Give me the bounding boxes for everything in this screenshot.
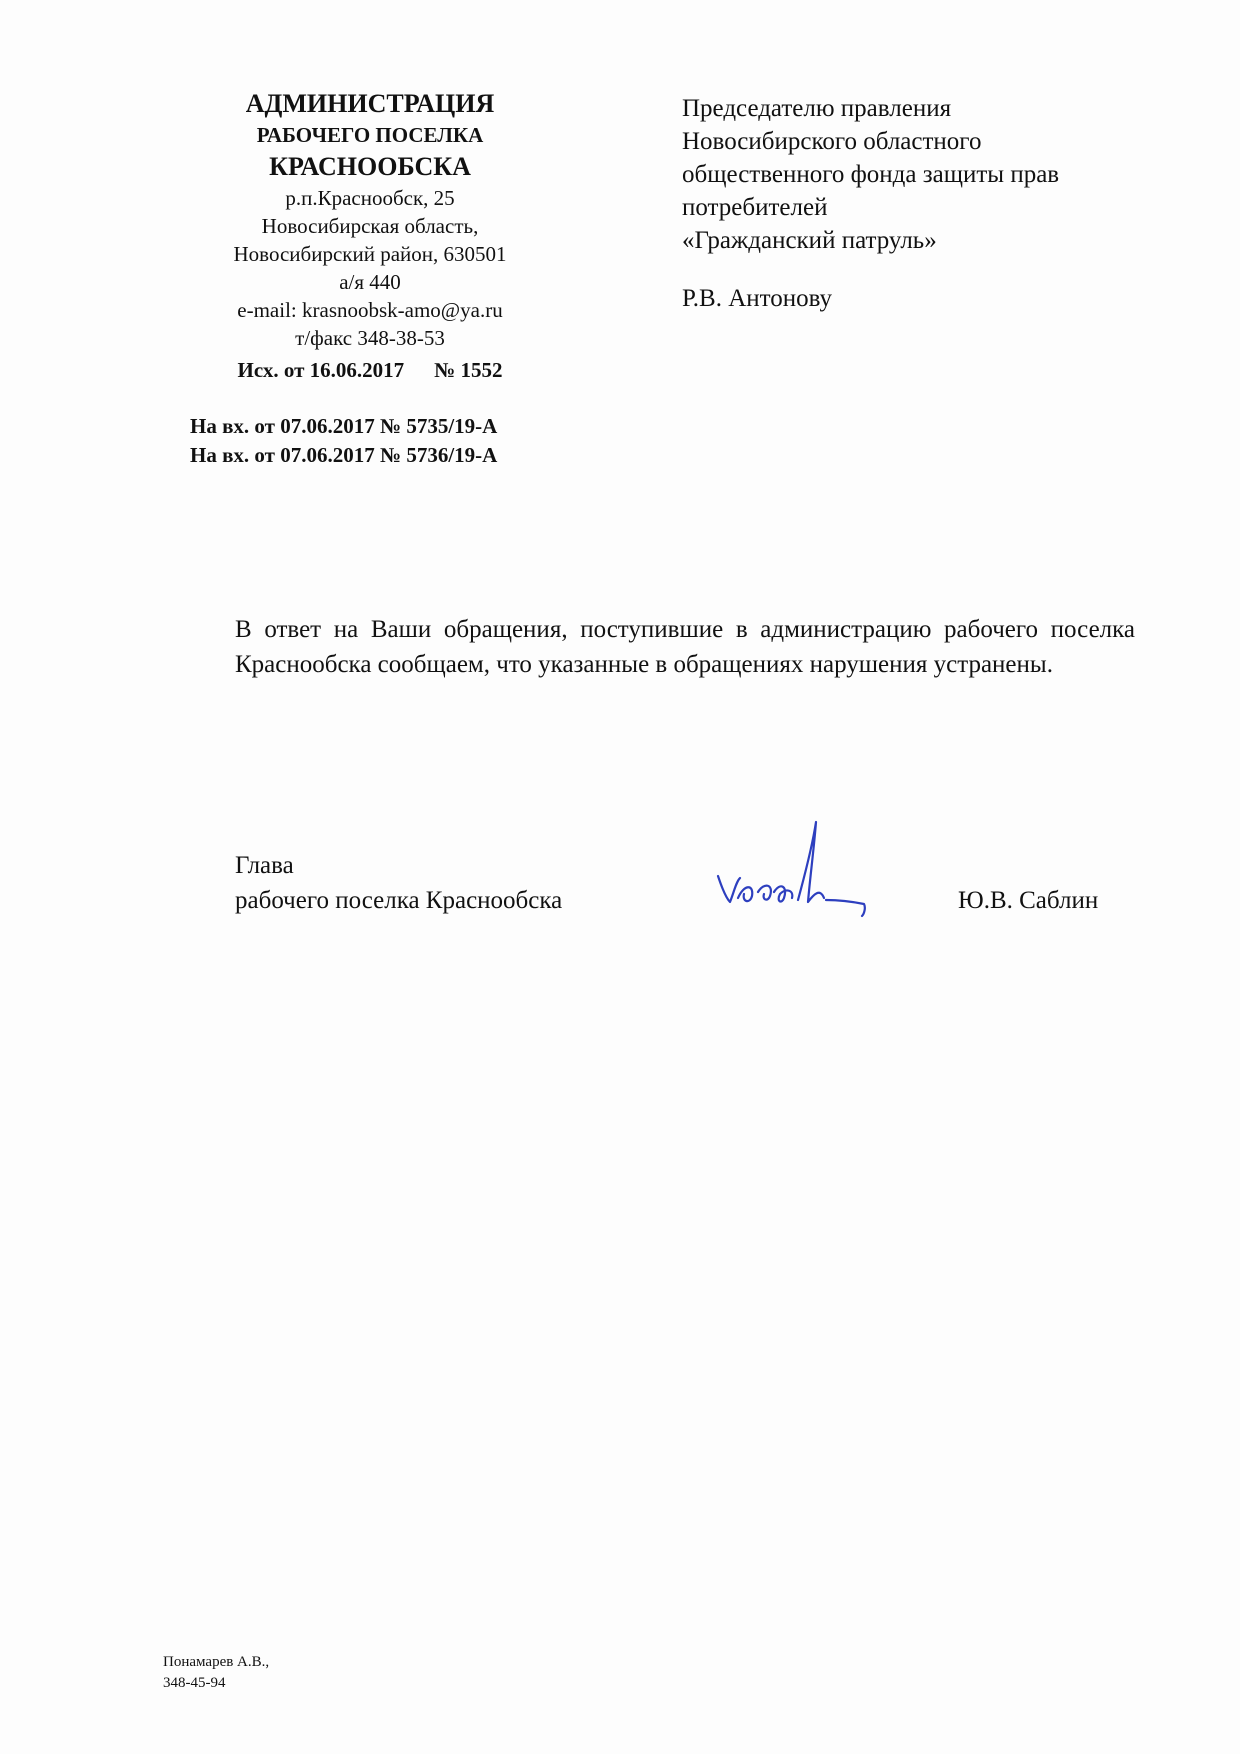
sender-org-line1: АДМИНИСТРАЦИЯ xyxy=(245,89,495,118)
signatory-title-line2: рабочего поселка Краснообска xyxy=(235,887,563,914)
signatory-name: Ю.В. Саблин xyxy=(958,887,1099,914)
recipient-line: общественного фонда защиты прав xyxy=(682,161,1060,188)
handwritten-signature xyxy=(714,818,874,918)
executor-block xyxy=(163,1652,363,1694)
body-paragraph xyxy=(235,612,1135,682)
executor-name: Понамарев А.В., xyxy=(163,1654,270,1670)
sender-email: e-mail: krasnoobsk-amo@ya.ru xyxy=(237,298,503,322)
sender-org-line3: КРАСНООБСКА xyxy=(269,152,471,181)
incoming-reference: На вх. от 07.06.2017 № 5736/19-А xyxy=(190,443,498,467)
sender-address1: р.п.Краснообск, 25 xyxy=(285,186,455,210)
signatory-title xyxy=(235,848,655,918)
signature-stroke xyxy=(718,822,865,916)
recipient-line: потребителей xyxy=(682,194,828,221)
signatory-title-line1: Глава xyxy=(235,852,294,879)
sender-phone: т/факс 348-38-53 xyxy=(295,326,445,350)
letter-body xyxy=(235,612,1135,682)
outgoing-number: № 1552 xyxy=(434,358,503,382)
sender-block xyxy=(170,88,570,386)
sender-po-box: а/я 440 xyxy=(339,270,401,294)
sender-address3: Новосибирский район, 630501 xyxy=(233,242,507,266)
recipient-name: Р.В. Антонову xyxy=(682,285,833,312)
executor-phone: 348-45-94 xyxy=(163,1675,226,1691)
recipient-line: Председателю правления xyxy=(682,95,952,122)
body-paragraph-text: В ответ на Ваши обращения, поступившие в администрацию рабочего поселка Краснообска сообщаем, что указанные в обращениях нарушения устранены. xyxy=(235,616,1135,678)
sender-org-line2: РАБОЧЕГО ПОСЕЛКА xyxy=(256,123,484,147)
incoming-references xyxy=(190,412,570,470)
outgoing-date: Исх. от 16.06.2017 xyxy=(237,358,405,382)
incoming-reference: На вх. от 07.06.2017 № 5735/19-А xyxy=(190,414,498,438)
outgoing-reference xyxy=(170,354,570,386)
recipient-block xyxy=(682,92,1162,315)
recipient-line: «Гражданский патруль» xyxy=(682,227,937,254)
sender-address2: Новосибирская область, xyxy=(261,214,479,238)
recipient-line: Новосибирского областного xyxy=(682,128,982,155)
